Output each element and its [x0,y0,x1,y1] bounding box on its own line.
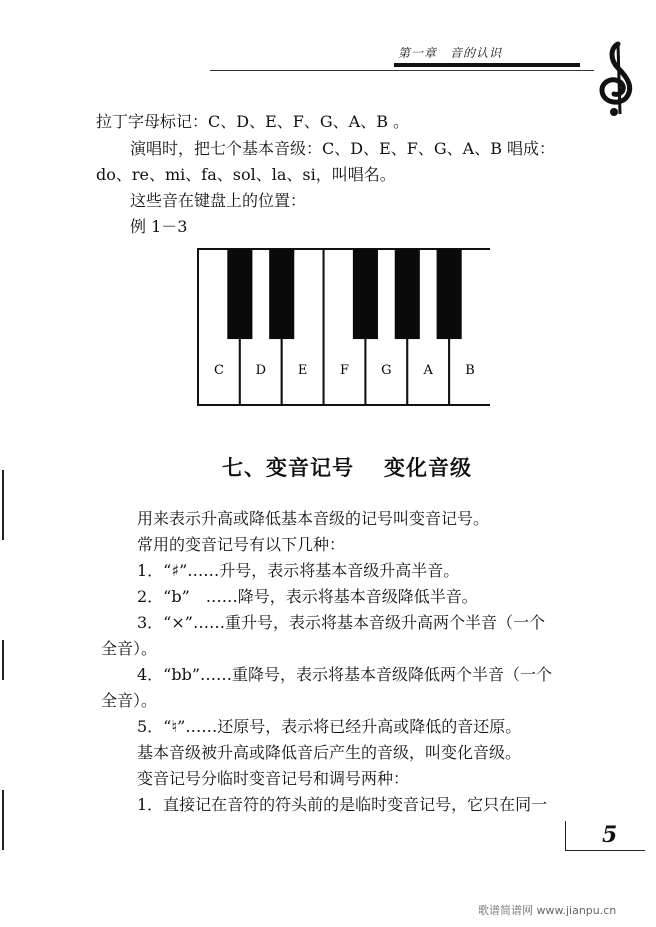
black-key-2 [269,249,294,339]
section-number: 七、变音记号 [222,456,354,480]
watermark: 歌谱简谱网 www.jianpu.cn [478,904,617,917]
line-double-flat-cont: 全音）。 [101,691,158,710]
page-number: 5 [602,822,618,848]
paragraph-solfege: do、re、mi、fa、sol、la、si，叫唱名。 [96,165,396,184]
treble-clef-icon [588,38,644,118]
line-common: 常用的变音记号有以下几种： [137,535,346,554]
paragraph-latin-letters: 拉丁字母标记：C、D、E、F、G、A、B 。 [96,112,410,131]
key-label: A [423,363,433,378]
piano-keyboard-figure [197,248,490,406]
line-two-types: 变音记号分临时变音记号和调号两种： [137,769,410,788]
line-sharp: 1．“♯”……升号，表示将基本音级升高半音。 [137,561,460,580]
line-double-sharp: 3．“×”……重升号，表示将基本音级升高两个半音（一个 [137,613,545,632]
left-margin-bar [2,640,4,680]
header-rule-thin [210,70,594,71]
example-label: 例 1－3 [130,217,188,236]
left-margin-bar [2,470,4,540]
key-label: C [213,363,224,378]
page-corner-vertical [565,821,566,851]
black-key-5 [437,249,462,339]
line-flat: 2．“b” ……降号，表示将基本音级降低半音。 [137,587,478,606]
key-label: B [465,363,475,378]
paragraph-singing: 演唱时，把七个基本音级：C、D、E、F、G、A、B 唱成： [130,139,556,158]
paragraph-keyboard-intro: 这些音在键盘上的位置： [130,191,307,210]
left-margin-bar [2,790,4,850]
chapter-header: 第一章 音的认识 [398,46,503,60]
line-altered-tones: 基本音级被升高或降低音后产生的音级，叫变化音级。 [137,743,522,762]
key-label: E [297,363,308,378]
black-key-4 [395,249,420,339]
key-label: F [339,363,350,378]
line-double-flat: 4．“bb”……重降号，表示将基本音级降低两个半音（一个 [137,665,553,684]
section-heading [222,452,472,482]
line-double-sharp-cont: 全音）。 [101,639,158,658]
header-rule-thick [394,63,580,67]
key-label: D [255,363,267,378]
line-definition: 用来表示升高或降低基本音级的记号叫变音记号。 [137,509,490,528]
section-title: 变化音级 [384,456,472,480]
black-key-3 [353,249,378,339]
page-corner-horizontal [565,850,645,851]
black-key-1 [227,249,252,339]
line-natural: 5．“♮”……还原号，表示将已经升高或降低的音还原。 [137,717,522,736]
key-label: G [381,363,392,378]
line-accidental: 1．直接记在音符的符头前的是临时变音记号，它只在同一 [137,795,548,814]
